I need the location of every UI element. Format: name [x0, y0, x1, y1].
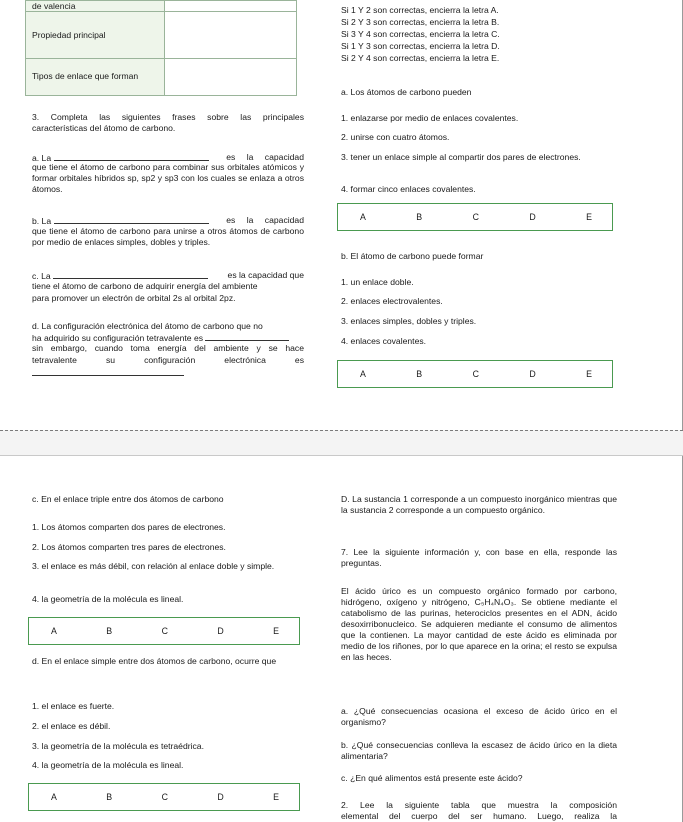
question-2-title-cont: elemental del cuerpo del ser humano. Luego, realiza la: [341, 811, 617, 821]
question-d-option: 4. la geometría de la molécula es lineal.: [32, 760, 184, 770]
page-break: [0, 430, 683, 456]
option-letter-e[interactable]: E: [586, 368, 592, 379]
carbon-properties-table: [25, 0, 297, 96]
question-c-option: 1. Los átomos comparten dos pares de electrones.: [32, 522, 226, 532]
item-a-text: que tiene el átomo de carbono para combinar sus orbitales atómicos y formar orbitales híbridos sp, sp2 y sp3 con los cuales se enlaza a otros átomos.: [32, 162, 304, 194]
item-c-blank[interactable]: [53, 270, 208, 279]
question-c-option: 4. la geometría de la molécula es lineal.: [32, 594, 184, 604]
item-d-blank-1[interactable]: [205, 332, 289, 341]
item-c-text: tiene el átomo de carbono de adquirir energía del ambiente: [32, 281, 258, 291]
question-3-title: 3. Completa las siguientes frases sobre las principales: [32, 112, 304, 122]
question-7c: c. ¿En qué alimentos está presente este ácido?: [341, 773, 523, 783]
question-a-intro: a. Los átomos de carbono pueden: [341, 87, 472, 97]
option-d-statement: D. La sustancia 1 corresponde a un compuesto inorgánico mientras que la sustancia 2 corresponde a un compuesto orgánico.: [341, 494, 617, 515]
question-b-option: 4. enlaces covalentes.: [341, 336, 427, 346]
option-letter-c[interactable]: C: [472, 211, 479, 222]
question-7b: b. ¿Qué consecuencias conlleva la escasez de ácido úrico en la dieta alimentaria?: [341, 740, 617, 761]
answer-key-line: Si 3 Y 4 son correctas, encierra la letra C.: [341, 29, 500, 39]
table-row-label: Tipos de enlace que forman: [26, 59, 165, 96]
option-letter-d[interactable]: D: [529, 211, 536, 222]
answer-options-box-a: [337, 203, 613, 231]
option-letter-b[interactable]: B: [416, 211, 423, 222]
item-d-blank-2[interactable]: [32, 375, 184, 376]
question-a-option: 4. formar cinco enlaces covalentes.: [341, 184, 476, 194]
question-7-title: 7. Lee la siguiente información y, con base en ella, responde las preguntas.: [341, 547, 617, 568]
question-a-option: 2. unirse con cuatro átomos.: [341, 132, 450, 142]
option-letter-c[interactable]: C: [161, 791, 168, 802]
option-letter-e[interactable]: E: [586, 211, 592, 222]
table-row-label: de valencia: [26, 1, 165, 12]
option-letter-e[interactable]: E: [273, 791, 279, 802]
question-b-option: 1. un enlace doble.: [341, 277, 414, 287]
question-a-option: 3. tener un enlace simple al compartir dos pares de electrones.: [341, 152, 581, 162]
item-c-text: para promover un electrón de orbital 2s al orbital 2pz.: [32, 293, 236, 303]
question-d-option: 1. el enlace es fuerte.: [32, 701, 115, 711]
table-answer-cell[interactable]: [165, 12, 297, 59]
worksheet-page-2: [0, 456, 683, 822]
item-a-start: a. La: [32, 153, 52, 163]
question-7a: a. ¿Qué consecuencias ocasiona el exceso de ácido úrico en el organismo?: [341, 706, 617, 727]
answer-options-box-b: [337, 360, 613, 388]
item-a-blank[interactable]: [54, 152, 209, 161]
item-b-blank[interactable]: [54, 215, 209, 224]
answer-key-line: Si 2 Y 3 son correctas, encierra la letra B.: [341, 17, 500, 27]
item-c-start: c. La: [32, 271, 51, 281]
item-d-text: d. La configuración electrónica del átomo de carbono que no: [32, 321, 263, 331]
question-d-option: 3. la geometría de la molécula es tetraédrica.: [32, 741, 204, 751]
option-letter-a[interactable]: A: [51, 625, 57, 636]
question-b-option: 2. enlaces electrovalentes.: [341, 296, 443, 306]
question-d-option: 2. el enlace es débil.: [32, 721, 111, 731]
item-c-end: es la capacidad que: [227, 270, 304, 280]
question-3-title-cont: características del átomo de carbono.: [32, 123, 176, 133]
item-d-text: tetravalente su configuración electrónica es: [32, 355, 304, 365]
option-letter-e[interactable]: E: [273, 625, 279, 636]
question-a-option: 1. enlazarse por medio de enlaces covalentes.: [341, 113, 519, 123]
table-answer-cell[interactable]: [165, 59, 297, 96]
item-d-text: sin embargo, cuando toma energía del ambiente y se hace: [32, 343, 304, 353]
option-letter-b[interactable]: B: [106, 791, 113, 802]
item-b-end: es la capacidad: [226, 215, 304, 225]
item-a-end: es la capacidad: [226, 152, 304, 162]
question-b-intro: b. El átomo de carbono puede formar: [341, 251, 484, 261]
question-c-option: 2. Los átomos comparten tres pares de electrones.: [32, 542, 226, 552]
option-letter-d[interactable]: D: [529, 368, 536, 379]
item-d-line2-text: ha adquirido su configuración tetravalente es: [32, 333, 204, 343]
question-c-option: 3. el enlace es más débil, con relación al enlace doble y simple.: [32, 561, 275, 571]
option-letter-c[interactable]: C: [472, 368, 479, 379]
answer-key-line: Si 1 Y 3 son correctas, encierra la letra D.: [341, 41, 500, 51]
item-b-text: que tiene el átomo de carbono para unirse a otros átomos de carbono por medio de enlaces simples, dobles y triples.: [32, 226, 304, 247]
option-letter-a[interactable]: A: [51, 791, 57, 802]
question-b-option: 3. enlaces simples, dobles y triples.: [341, 316, 477, 326]
option-letter-d[interactable]: D: [217, 625, 224, 636]
option-letter-c[interactable]: C: [161, 625, 168, 636]
option-letter-b[interactable]: B: [106, 625, 113, 636]
answer-key-line: Si 1 Y 2 son correctas, encierra la letra A.: [341, 5, 499, 15]
answer-key-line: Si 2 Y 4 son correctas, encierra la letra E.: [341, 53, 500, 63]
question-2-title: 2. Lee la siguiente tabla que muestra la composición: [341, 800, 617, 810]
option-letter-b[interactable]: B: [416, 368, 423, 379]
option-letter-a[interactable]: A: [360, 211, 366, 222]
option-letter-d[interactable]: D: [217, 791, 224, 802]
answer-options-box-d: [28, 783, 300, 811]
uric-acid-passage: El ácido úrico es un compuesto orgánico formado por carbono, hidrógeno, oxígeno y nitrógeno, C₅H₄N₄O₃. Se obtiene mediante el catabolismo de las purinas, heterociclos presentes en el ADN, ácido desoxirribonucleico. Se adquieren mediante el consumo de alimentos que la contienen. La mayor cantidad de este ácido es eliminada por medio de los riñones, por lo que aparece en la orina; el resto se expulsa en las heces.: [341, 586, 617, 662]
item-b-start: b. La: [32, 216, 52, 226]
table-answer-cell[interactable]: [165, 1, 297, 12]
option-letter-a[interactable]: A: [360, 368, 366, 379]
answer-options-box-c: [28, 617, 300, 645]
question-c-intro: c. En el enlace triple entre dos átomos de carbono: [32, 494, 224, 504]
question-d-intro: d. En el enlace simple entre dos átomos de carbono, ocurre que: [32, 656, 277, 666]
table-row-label: Propiedad principal: [26, 12, 165, 59]
